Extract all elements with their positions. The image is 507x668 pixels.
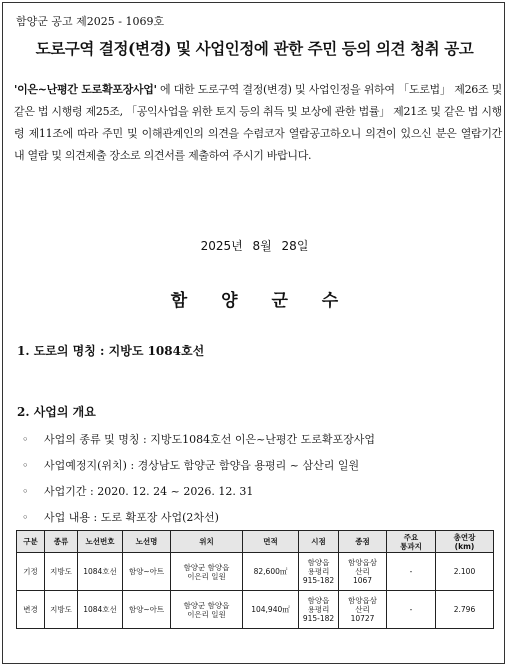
list-item: ◦ 사업예정지(위치) : 경상남도 함양군 함양읍 용평리 ~ 삼산리 일원 (22, 459, 360, 472)
table-cell: 함양군 함양읍 이은리 일원 (171, 591, 243, 629)
table-cell: 2.796 (436, 591, 494, 629)
table-cell: 2.100 (436, 553, 494, 591)
table-cell: 함양읍 용평리 915-182 (299, 591, 339, 629)
list-item: ◦ 사업 내용 : 도로 확포장 사업(2차선) (22, 511, 219, 524)
table-header-cell: 구분 (17, 531, 45, 553)
table-cell: 1084호선 (78, 553, 123, 591)
table-header-cell: 시점 (299, 531, 339, 553)
table-cell: 함양읍삼 산리 10727 (339, 591, 387, 629)
table-header-cell: 종점 (339, 531, 387, 553)
table-header-cell: 총연장 (km) (436, 531, 494, 553)
table-row (17, 553, 494, 591)
table-cell: 함양읍삼 산리 1067 (339, 553, 387, 591)
table-cell: 함양~아트 (123, 553, 171, 591)
table-cell: 변경 (17, 591, 45, 629)
table-cell: - (387, 591, 436, 629)
table-header-cell: 주요 통과지 (387, 531, 436, 553)
notice-number: 함양군 공고 제2025 - 1069호 (16, 15, 165, 28)
table-cell: 기정 (17, 553, 45, 591)
project-overview-list (22, 427, 492, 531)
project-name: '이은~난평간 도로확포장사업' (14, 83, 157, 96)
table-cell: 지방도 (45, 553, 78, 591)
notice-date: 2025년 8월 28일 (200, 239, 309, 253)
table-header-cell: 종류 (45, 531, 78, 553)
table-header-cell: 노선번호 (78, 531, 123, 553)
table-cell: - (387, 553, 436, 591)
section-project-overview: 2. 사업의 개요 (17, 405, 96, 419)
notice-title: 도로구역 결정(변경) 및 사업인정에 관한 주민 등의 의견 청취 공고 (35, 39, 474, 58)
table-cell: 1084호선 (78, 591, 123, 629)
issuing-authority: 함 양 군 수 (170, 291, 353, 311)
notice-body (14, 79, 502, 167)
section-road-name: 1. 도로의 명칭 : 지방도 1084호선 (17, 344, 205, 358)
table-header-cell: 위치 (171, 531, 243, 553)
list-item: ◦ 사업의 종류 및 명칭 : 지방도1084호선 이은~난평간 도로확포장사업 (22, 433, 376, 446)
road-table (16, 530, 494, 629)
table-row (17, 591, 494, 629)
table-cell: 함양읍 용평리 915-182 (299, 553, 339, 591)
table-cell: 함양~아트 (123, 591, 171, 629)
table-header-cell: 노선명 (123, 531, 171, 553)
list-item: ◦ 사업기간 : 2020. 12. 24 ~ 2026. 12. 31 (22, 485, 254, 498)
table-cell: 82,600㎡ (243, 553, 299, 591)
notice-document (2, 2, 505, 664)
table-cell: 지방도 (45, 591, 78, 629)
notice-body-text: 에 대한 도로구역 결정(변경) 및 사업인정을 위하여 「도로법」 제26조 및 같은 법 시행령 제25조, 「공익사업을 위한 토지 등의 취득 및 보상에 관한 법률」 제21조 및 같은 법 시행령 제11조에 따라 주민 및 이해관계인의 의견을 수렴코자 열람공고하오니 의견이 있으신 분은 열람기간 내 열람 및 의견제출 장소로 의견서를 제출하여 주시기 바랍니다. (14, 83, 502, 162)
table-cell: 함양군 함양읍 이은리 일원 (171, 553, 243, 591)
table-cell: 104,940㎡ (243, 591, 299, 629)
table-header-cell: 면적 (243, 531, 299, 553)
table-header-row (17, 531, 494, 553)
